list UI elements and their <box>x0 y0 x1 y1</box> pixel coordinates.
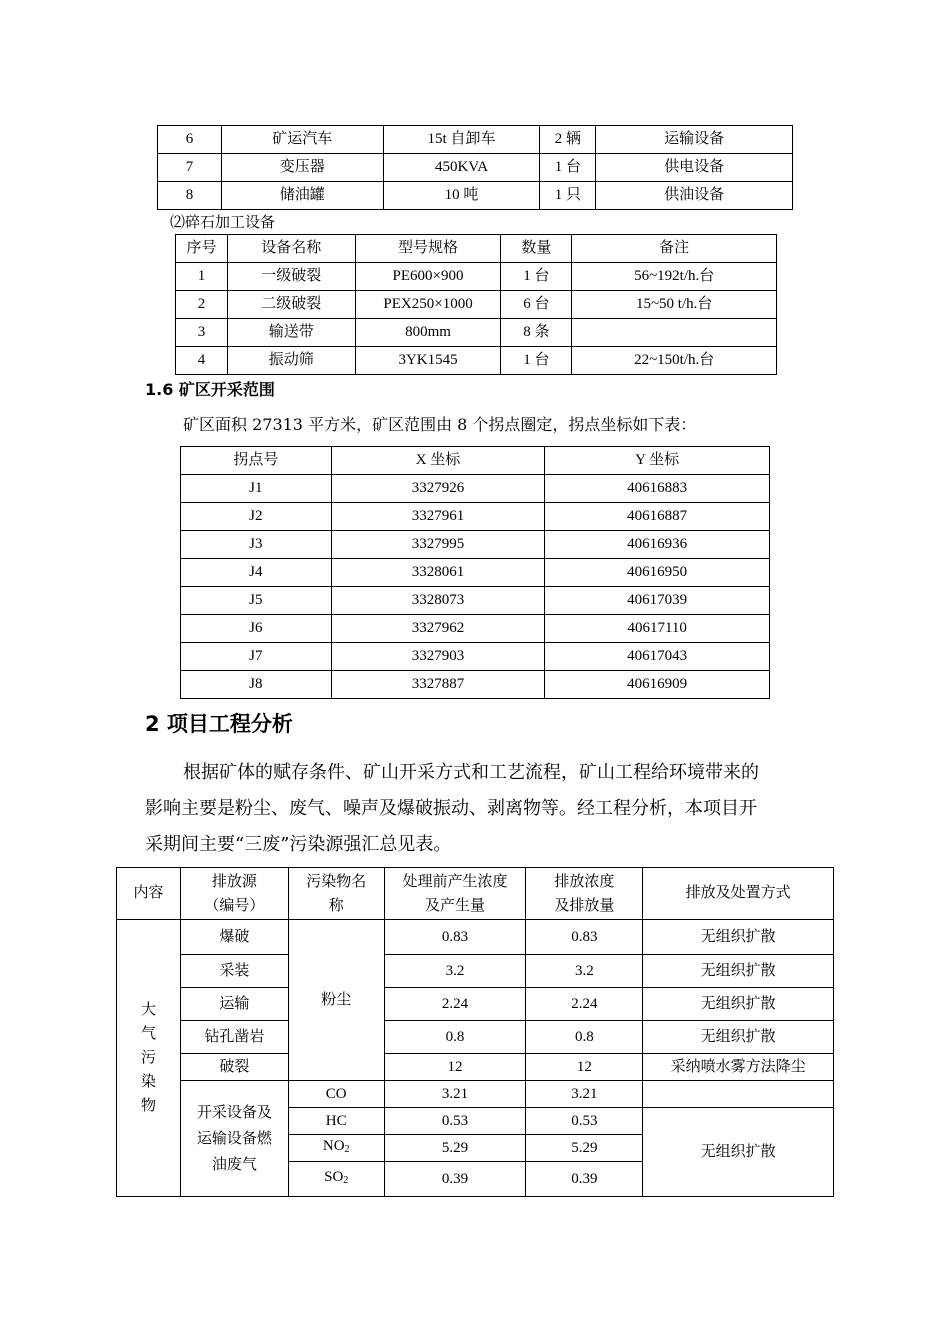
crushing-table <box>175 234 777 375</box>
cell: 无组织扩散 <box>643 988 834 1021</box>
header-cell: 排放浓度 及排放量 <box>526 868 643 920</box>
so2-base: SO <box>324 1169 344 1185</box>
header-cell: 拐点号 <box>181 447 332 475</box>
cell: 储油罐 <box>221 182 383 210</box>
cell: 2.24 <box>384 988 526 1021</box>
table-row <box>117 955 834 988</box>
cell: CO <box>288 1081 384 1108</box>
cell: 3328073 <box>331 587 545 615</box>
cell: 3.21 <box>526 1081 643 1108</box>
cell: J5 <box>181 587 332 615</box>
table-row <box>158 126 793 154</box>
table-header-row <box>117 868 834 920</box>
table-row <box>117 988 834 1021</box>
header-cell: 备注 <box>572 235 777 263</box>
cell: 输送带 <box>227 319 355 347</box>
cell: 二级破裂 <box>227 291 355 319</box>
header-cell: 处理前产生浓度 及产生量 <box>384 868 526 920</box>
cell: 15~50 t/h.台 <box>572 291 777 319</box>
cell: J2 <box>181 503 332 531</box>
table-header-row <box>176 235 777 263</box>
equipment-table-1 <box>157 125 793 210</box>
cell: 40617039 <box>545 587 770 615</box>
cell: 采装 <box>180 955 288 988</box>
table-row <box>117 1054 834 1081</box>
cell: 40616887 <box>545 503 770 531</box>
no2-base: NO <box>322 1138 345 1154</box>
pollution-table <box>116 867 834 1197</box>
table-row <box>181 559 770 587</box>
header-cell: 型号规格 <box>355 235 501 263</box>
cell: J4 <box>181 559 332 587</box>
cell: 爆破 <box>180 920 288 955</box>
cell: 无组织扩散 <box>643 920 834 955</box>
cell: 0.53 <box>384 1108 526 1135</box>
cell: PE600×900 <box>355 263 501 291</box>
table-header-row <box>181 447 770 475</box>
cell: 3327926 <box>331 475 545 503</box>
cell: 10 吨 <box>383 182 540 210</box>
cell: 12 <box>384 1054 526 1081</box>
table-row <box>181 643 770 671</box>
table-row <box>117 1081 834 1108</box>
cell: 运输 <box>180 988 288 1021</box>
cell: 振动筛 <box>227 347 355 375</box>
cell: 供油设备 <box>596 182 793 210</box>
section-2-line-2: 影响主要是粉尘、废气、噪声及爆破振动、剥离物等。经工程分析，本项目开 <box>145 798 757 819</box>
cell: HC <box>288 1108 384 1135</box>
table-row <box>181 503 770 531</box>
cell: 8 条 <box>501 319 572 347</box>
cell: 0.83 <box>384 920 526 955</box>
cell: 8 <box>158 182 222 210</box>
section-2-line-1: 根据矿体的赋存条件、矿山开采方式和工艺流程，矿山工程给环境带来的 <box>183 762 759 783</box>
cell: J6 <box>181 615 332 643</box>
header-cell: Y 坐标 <box>545 447 770 475</box>
cell: 40616909 <box>545 671 770 699</box>
cell: 3327962 <box>331 615 545 643</box>
cell: 3327903 <box>331 643 545 671</box>
cell: 7 <box>158 154 222 182</box>
cell <box>572 319 777 347</box>
cell: 一级破裂 <box>227 263 355 291</box>
cell: J7 <box>181 643 332 671</box>
section-1-6-text: 矿区面积 27313 平方米，矿区范围由 8 个拐点圈定，拐点坐标如下表： <box>183 415 697 434</box>
cell: 变压器 <box>221 154 383 182</box>
cell: 450KVA <box>383 154 540 182</box>
table-row <box>181 531 770 559</box>
cell: 3.2 <box>384 955 526 988</box>
cell: 0.8 <box>526 1021 643 1054</box>
cell <box>288 1135 384 1162</box>
cell: 矿运汽车 <box>221 126 383 154</box>
so2-sub: 2 <box>343 1175 349 1186</box>
cell: 1 台 <box>501 347 572 375</box>
exhaust-source-cell: 开采设备及 运输设备燃 油废气 <box>180 1081 288 1197</box>
cell: 0.53 <box>526 1108 643 1135</box>
cell: 3 <box>176 319 228 347</box>
cell: 6 <box>158 126 222 154</box>
cell: 12 <box>526 1054 643 1081</box>
cell <box>288 1162 384 1197</box>
cell: 40617043 <box>545 643 770 671</box>
section-2-title: 2 项目工程分析 <box>145 712 293 736</box>
header-cell: 设备名称 <box>227 235 355 263</box>
cell: 800mm <box>355 319 501 347</box>
cell: 40616883 <box>545 475 770 503</box>
cell: 3YK1545 <box>355 347 501 375</box>
header-cell: 排放及处置方式 <box>643 868 834 920</box>
cell: 2 <box>176 291 228 319</box>
cell: J1 <box>181 475 332 503</box>
cell: 2.24 <box>526 988 643 1021</box>
cell: 40616950 <box>545 559 770 587</box>
cell: 3.21 <box>384 1081 526 1108</box>
cell: 无组织扩散 <box>643 955 834 988</box>
table-row <box>181 615 770 643</box>
cell: 5.29 <box>384 1135 526 1162</box>
cell: 3327887 <box>331 671 545 699</box>
header-cell: X 坐标 <box>331 447 545 475</box>
cell <box>643 1081 834 1108</box>
cell: 采纳喷水雾方法降尘 <box>643 1054 834 1081</box>
table-row <box>181 671 770 699</box>
cell: 0.39 <box>526 1162 643 1197</box>
cell: 1 台 <box>540 154 596 182</box>
header-cell: 污染物名 称 <box>288 868 384 920</box>
dust-cell: 粉尘 <box>288 920 384 1081</box>
table-row <box>176 347 777 375</box>
cell: 1 <box>176 263 228 291</box>
cell: 钻孔凿岩 <box>180 1021 288 1054</box>
cell: 1 台 <box>501 263 572 291</box>
cell: 22~150t/h.台 <box>572 347 777 375</box>
table-row <box>181 475 770 503</box>
coordinate-table <box>180 446 770 699</box>
exhaust-disposal-cell: 无组织扩散 <box>643 1108 834 1197</box>
cell: 40617110 <box>545 615 770 643</box>
cell: J3 <box>181 531 332 559</box>
cell: 1 只 <box>540 182 596 210</box>
crushing-caption: ⑵碎石加工设备 <box>170 213 276 231</box>
cell: PEX250×1000 <box>355 291 501 319</box>
table-row <box>176 319 777 347</box>
table-row <box>158 154 793 182</box>
cell: 供电设备 <box>596 154 793 182</box>
section-2-line-3: 采期间主要“三废”污染源强汇总见表。 <box>145 834 452 855</box>
cell: 5.29 <box>526 1135 643 1162</box>
header-cell: 排放源 （编号） <box>180 868 288 920</box>
header-cell: 数量 <box>501 235 572 263</box>
cell: 3328061 <box>331 559 545 587</box>
cell: 40616936 <box>545 531 770 559</box>
table-row <box>117 1021 834 1054</box>
cell: 4 <box>176 347 228 375</box>
table-row <box>181 587 770 615</box>
header-cell: 内容 <box>117 868 181 920</box>
no2-sub: 2 <box>344 1144 350 1155</box>
table-row <box>117 920 834 955</box>
category-cell: 大 气 污 染 物 <box>117 920 181 1197</box>
cell: 56~192t/h.台 <box>572 263 777 291</box>
cell: 0.39 <box>384 1162 526 1197</box>
cell: 15t 自卸车 <box>383 126 540 154</box>
cell: 破裂 <box>180 1054 288 1081</box>
cell: J8 <box>181 671 332 699</box>
cell: 3327961 <box>331 503 545 531</box>
header-cell: 序号 <box>176 235 228 263</box>
cell: 0.8 <box>384 1021 526 1054</box>
table-row <box>158 182 793 210</box>
cell: 3327995 <box>331 531 545 559</box>
cell: 0.83 <box>526 920 643 955</box>
cell: 6 台 <box>501 291 572 319</box>
table-row <box>176 263 777 291</box>
table-row <box>176 291 777 319</box>
cell: 运输设备 <box>596 126 793 154</box>
cell: 无组织扩散 <box>643 1021 834 1054</box>
cell: 2 辆 <box>540 126 596 154</box>
cell: 3.2 <box>526 955 643 988</box>
section-1-6-title: 1.6 矿区开采范围 <box>145 380 275 399</box>
